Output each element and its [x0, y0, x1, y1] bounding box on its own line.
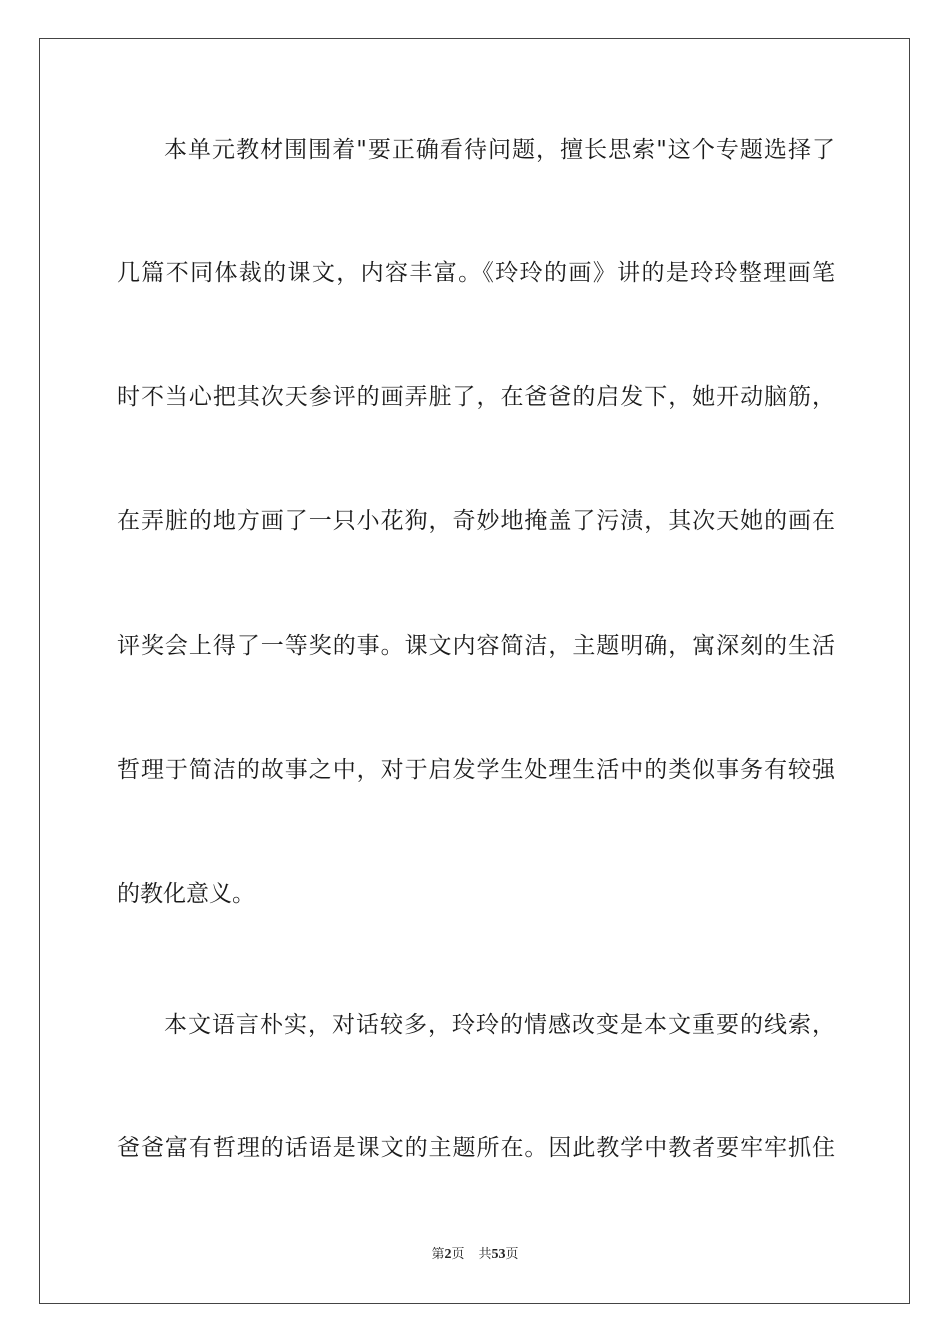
total-prefix: 共: [478, 1247, 492, 1262]
total-pages: 53: [491, 1247, 506, 1262]
paragraph-2-line-2: 爸爸富有哲理的话语是课文的主题所在。因此教学中教者要牢牢抓住: [117, 1135, 835, 1161]
page-number: 2: [444, 1247, 452, 1262]
paragraph-1-line-5: 评奖会上得了一等奖的事。课文内容简洁，主题明确，寓深刻的生活: [117, 633, 835, 659]
paragraph-1-line-2: 几篇不同体裁的课文，内容丰富。《玲玲的画》讲的是玲玲整理画笔: [117, 260, 835, 286]
total-suffix: 页: [505, 1247, 519, 1262]
paragraph-1-line-7: 的教化意义。: [117, 881, 255, 907]
page-border: [39, 38, 910, 1304]
paragraph-1-line-1: 本单元教材围围着"要正确看待问题，擅长思索"这个专题选择了: [164, 137, 835, 163]
page-prefix: 第: [431, 1247, 445, 1262]
page-suffix: 页: [451, 1247, 465, 1262]
paragraph-1-line-4: 在弄脏的地方画了一只小花狗，奇妙地掩盖了污渍，其次天她的画在: [117, 508, 835, 534]
paragraph-1-line-3: 时不当心把其次天参评的画弄脏了，在爸爸的启发下，她开动脑筋，: [117, 384, 835, 410]
page-footer: [0, 1246, 950, 1264]
paragraph-2-line-1: 本文语言朴实，对话较多，玲玲的情感改变是本文重要的线索，: [164, 1012, 835, 1038]
paragraph-1-line-6: 哲理于简洁的故事之中，对于启发学生处理生活中的类似事务有较强: [117, 757, 835, 783]
